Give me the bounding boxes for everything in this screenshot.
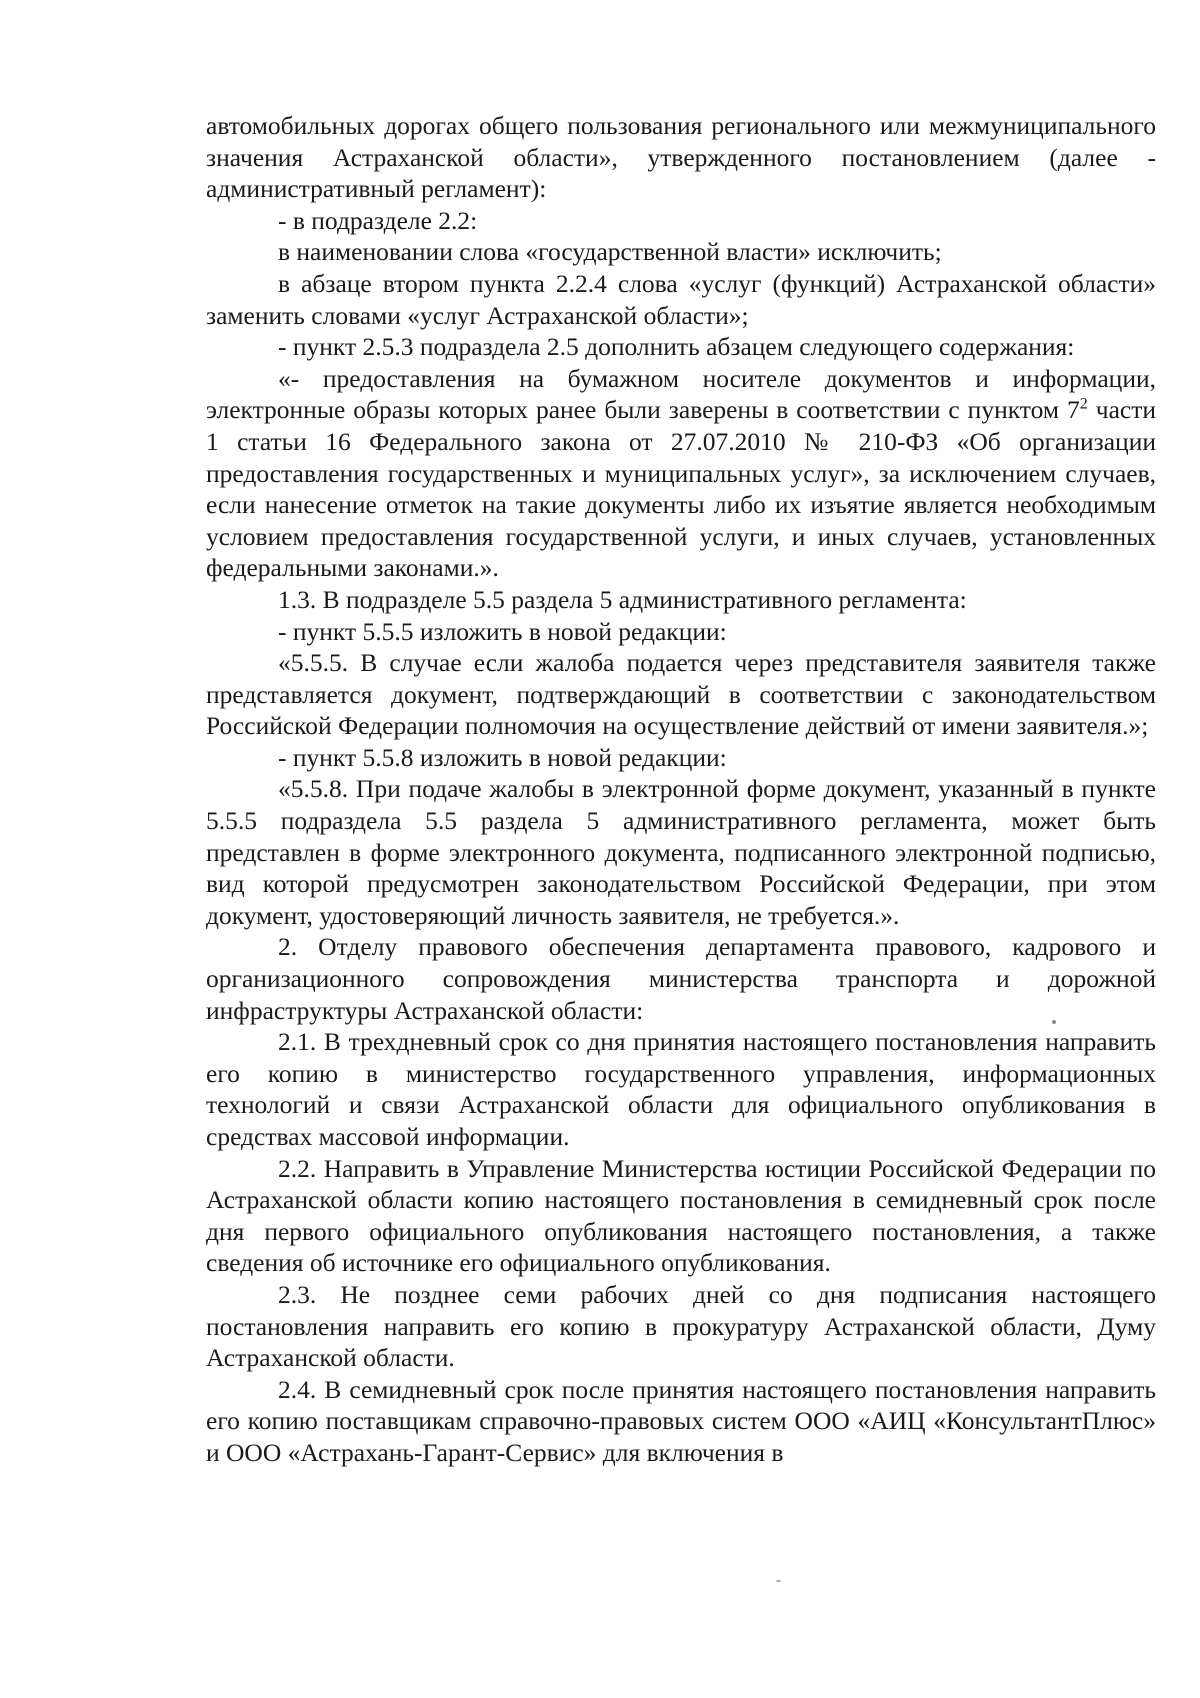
scan-speck [1052,1020,1056,1024]
paragraph-name-change: в наименовании слова «государственной власти» исключить; [278,237,942,267]
paragraph-paper-documents [206,363,1156,584]
paragraph-2-3: 2.3. Не позднее семи рабочих дней со дня подписания настоящего постановления направить его копию в прокуратуру Астраханской области, Думу Астраханской области. [206,1279,1156,1373]
paragraph-paper-documents-part1: «- предоставления на бумажном носителе документов и информации, электронные образы которых ранее были заверены в соответствии с пунктом 7 [206,363,1156,425]
paragraph-5-5-8-header: - пункт 5.5.8 изложить в новой редакции: [278,742,727,772]
paragraph-paper-documents-part2: части 1 статьи 16 Федерального закона от 27.07.2010 № 210-ФЗ «Об организации предоставления государственных и муниципальных услуг», за исключением случаев, если нанесение отметок на такие документы либо их изъятие является необходимым условием предоставления государственной услуги, и иных случаев, установленных федеральными законами.». [206,395,1156,583]
paragraph-5-5-8: «5.5.8. При подаче жалобы в электронной форме документ, указанный в пункте 5.5.5 подраздела 5.5 раздела 5 административного регламента, может быть представлен в форме электронного документа, подписанного электронной подписью, вид которой предусмотрен законодательством Российской Федерации, при этом документ, удостоверяющий личность заявителя, не требуется.». [206,774,1156,930]
paragraph-2-2-4: в абзаце втором пункта 2.2.4 слова «услуг (функций) Астраханской области» заменить словами «услуг Астраханской области»; [206,268,1156,330]
paragraph-subsection-2-2: - в подразделе 2.2: [278,205,478,235]
paragraph-2-2: 2.2. Направить в Управление Министерства юстиции Российской Федерации по Астраханской области копию настоящего постановления в семидневный срок после дня первого официального опубликования настоящего постановления, а также сведения об источнике его официального опубликования. [206,1153,1156,1278]
paragraph-2-5-3: - пункт 2.5.3 подраздела 2.5 дополнить абзацем следующего содержания: [278,332,1075,362]
paragraph-continuation: автомобильных дорогах общего пользования регионального или межмуниципального значения Астраханской области», утвержденного постановлением (далее - административный регламент): [206,111,1156,204]
scan-speck [776,1580,781,1582]
superscript: 2 [1079,395,1088,413]
document-body [206,110,1156,1469]
paragraph-5-5-5: «5.5.5. В случае если жалоба подается через представителя заявителя также представляется документ, подтверждающий в соответствии с законодательством Российской Федерации полномочия на осуществление действий от имени заявителя.»; [206,648,1156,741]
paragraph-1-3: 1.3. В подразделе 5.5 раздела 5 административного регламента: [278,584,967,614]
paragraph-2: 2. Отделу правового обеспечения департамента правового, кадрового и организационного сопровождения министерства транспорта и дорожной инфраструктуры Астраханской области: [206,932,1156,1025]
paragraph-2-1: 2.1. В трехдневный срок со дня принятия настоящего постановления направить его копию в министерство государственного управления, информационных технологий и связи Астраханской области для официального опубликования в средствах массовой информации. [206,1027,1156,1151]
paragraph-2-4: 2.4. В семидневный срок после принятия настоящего постановления направить его копию поставщикам справочно-правовых систем ООО «АИЦ «КонсультантПлюс» и ООО «Астрахань-Гарант-Сервис» для включения в [206,1374,1156,1467]
paragraph-5-5-5-header: - пункт 5.5.5 изложить в новой редакции: [278,616,727,646]
